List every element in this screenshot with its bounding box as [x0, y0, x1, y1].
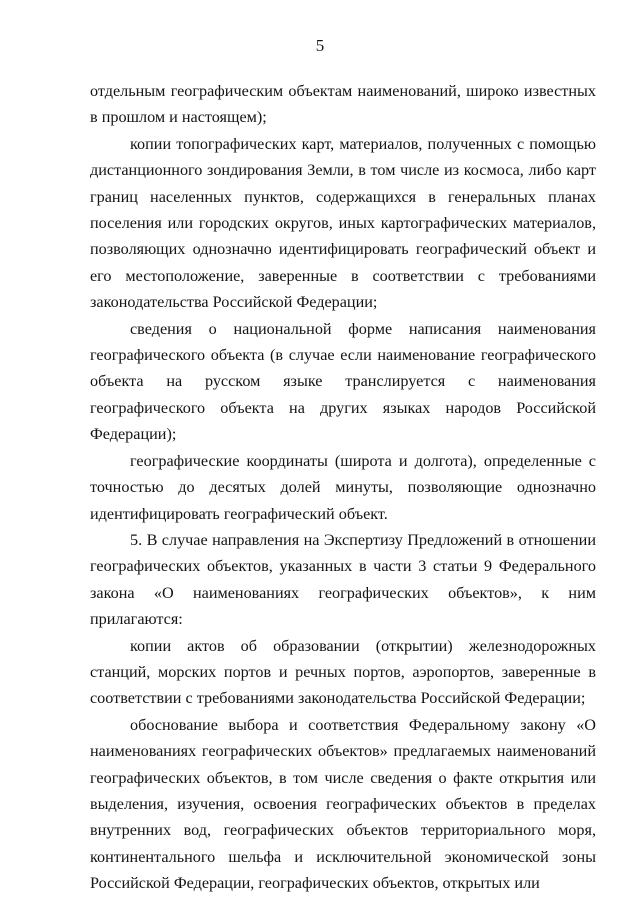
paragraph-topographic-maps: копии топографических карт, материалов, полученных с помощью дистанционного зондирования Земли, в том числе из космоса, либо карт границ населенных пунктов, содержащихся в генеральных планах поселения или городских округов, иных картографических материалов, позволяющих однозначно идентифицировать географический объект и его местоположение, заверенные в соответствии с требованиями законодательства Российской Федерации; — [90, 134, 596, 312]
paragraph-continuation: отдельным географическим объектам наименований, широко известных в прошлом и настоящем); — [90, 82, 596, 127]
paragraph-acts-copies: копии актов об образовании (открытии) железнодорожных станций, морских портов и речных портов, аэропортов, заверенные в соответствии с требованиями законодательства Российской Федерации; — [90, 636, 596, 708]
paragraph-national-form: сведения о национальной форме написания наименования географического объекта (в случае если наименование географического объекта на русском языке транслируется с наименования географического объекта на других языках народов Российской Федерации); — [90, 319, 596, 444]
document-body — [90, 78, 596, 897]
paragraph-coordinates: географические координаты (широта и долгота), определенные с точностью до десятых долей минуты, позволяющие однозначно идентифицировать географический объект. — [90, 451, 596, 523]
paragraph-item-5: 5. В случае направления на Экспертизу Предложений в отношении географических объектов, указанных в части 3 статьи 9 Федерального закона «О наименованиях географических объектов», к ним прилагаются: — [90, 530, 596, 629]
paragraph-justification: обоснование выбора и соответствия Федеральному закону «О наименованиях географических объектов» предлагаемых наименований географических объектов, в том числе сведения о факте открытия или выделения, изучения, освоения географических объектов в пределах внутренних вод, географических объектов территориального моря, континентального шельфа и исключительной экономической зоны Российской Федерации, географических объектов, открытых или — [90, 715, 596, 893]
page-number: 5 — [315, 36, 325, 55]
